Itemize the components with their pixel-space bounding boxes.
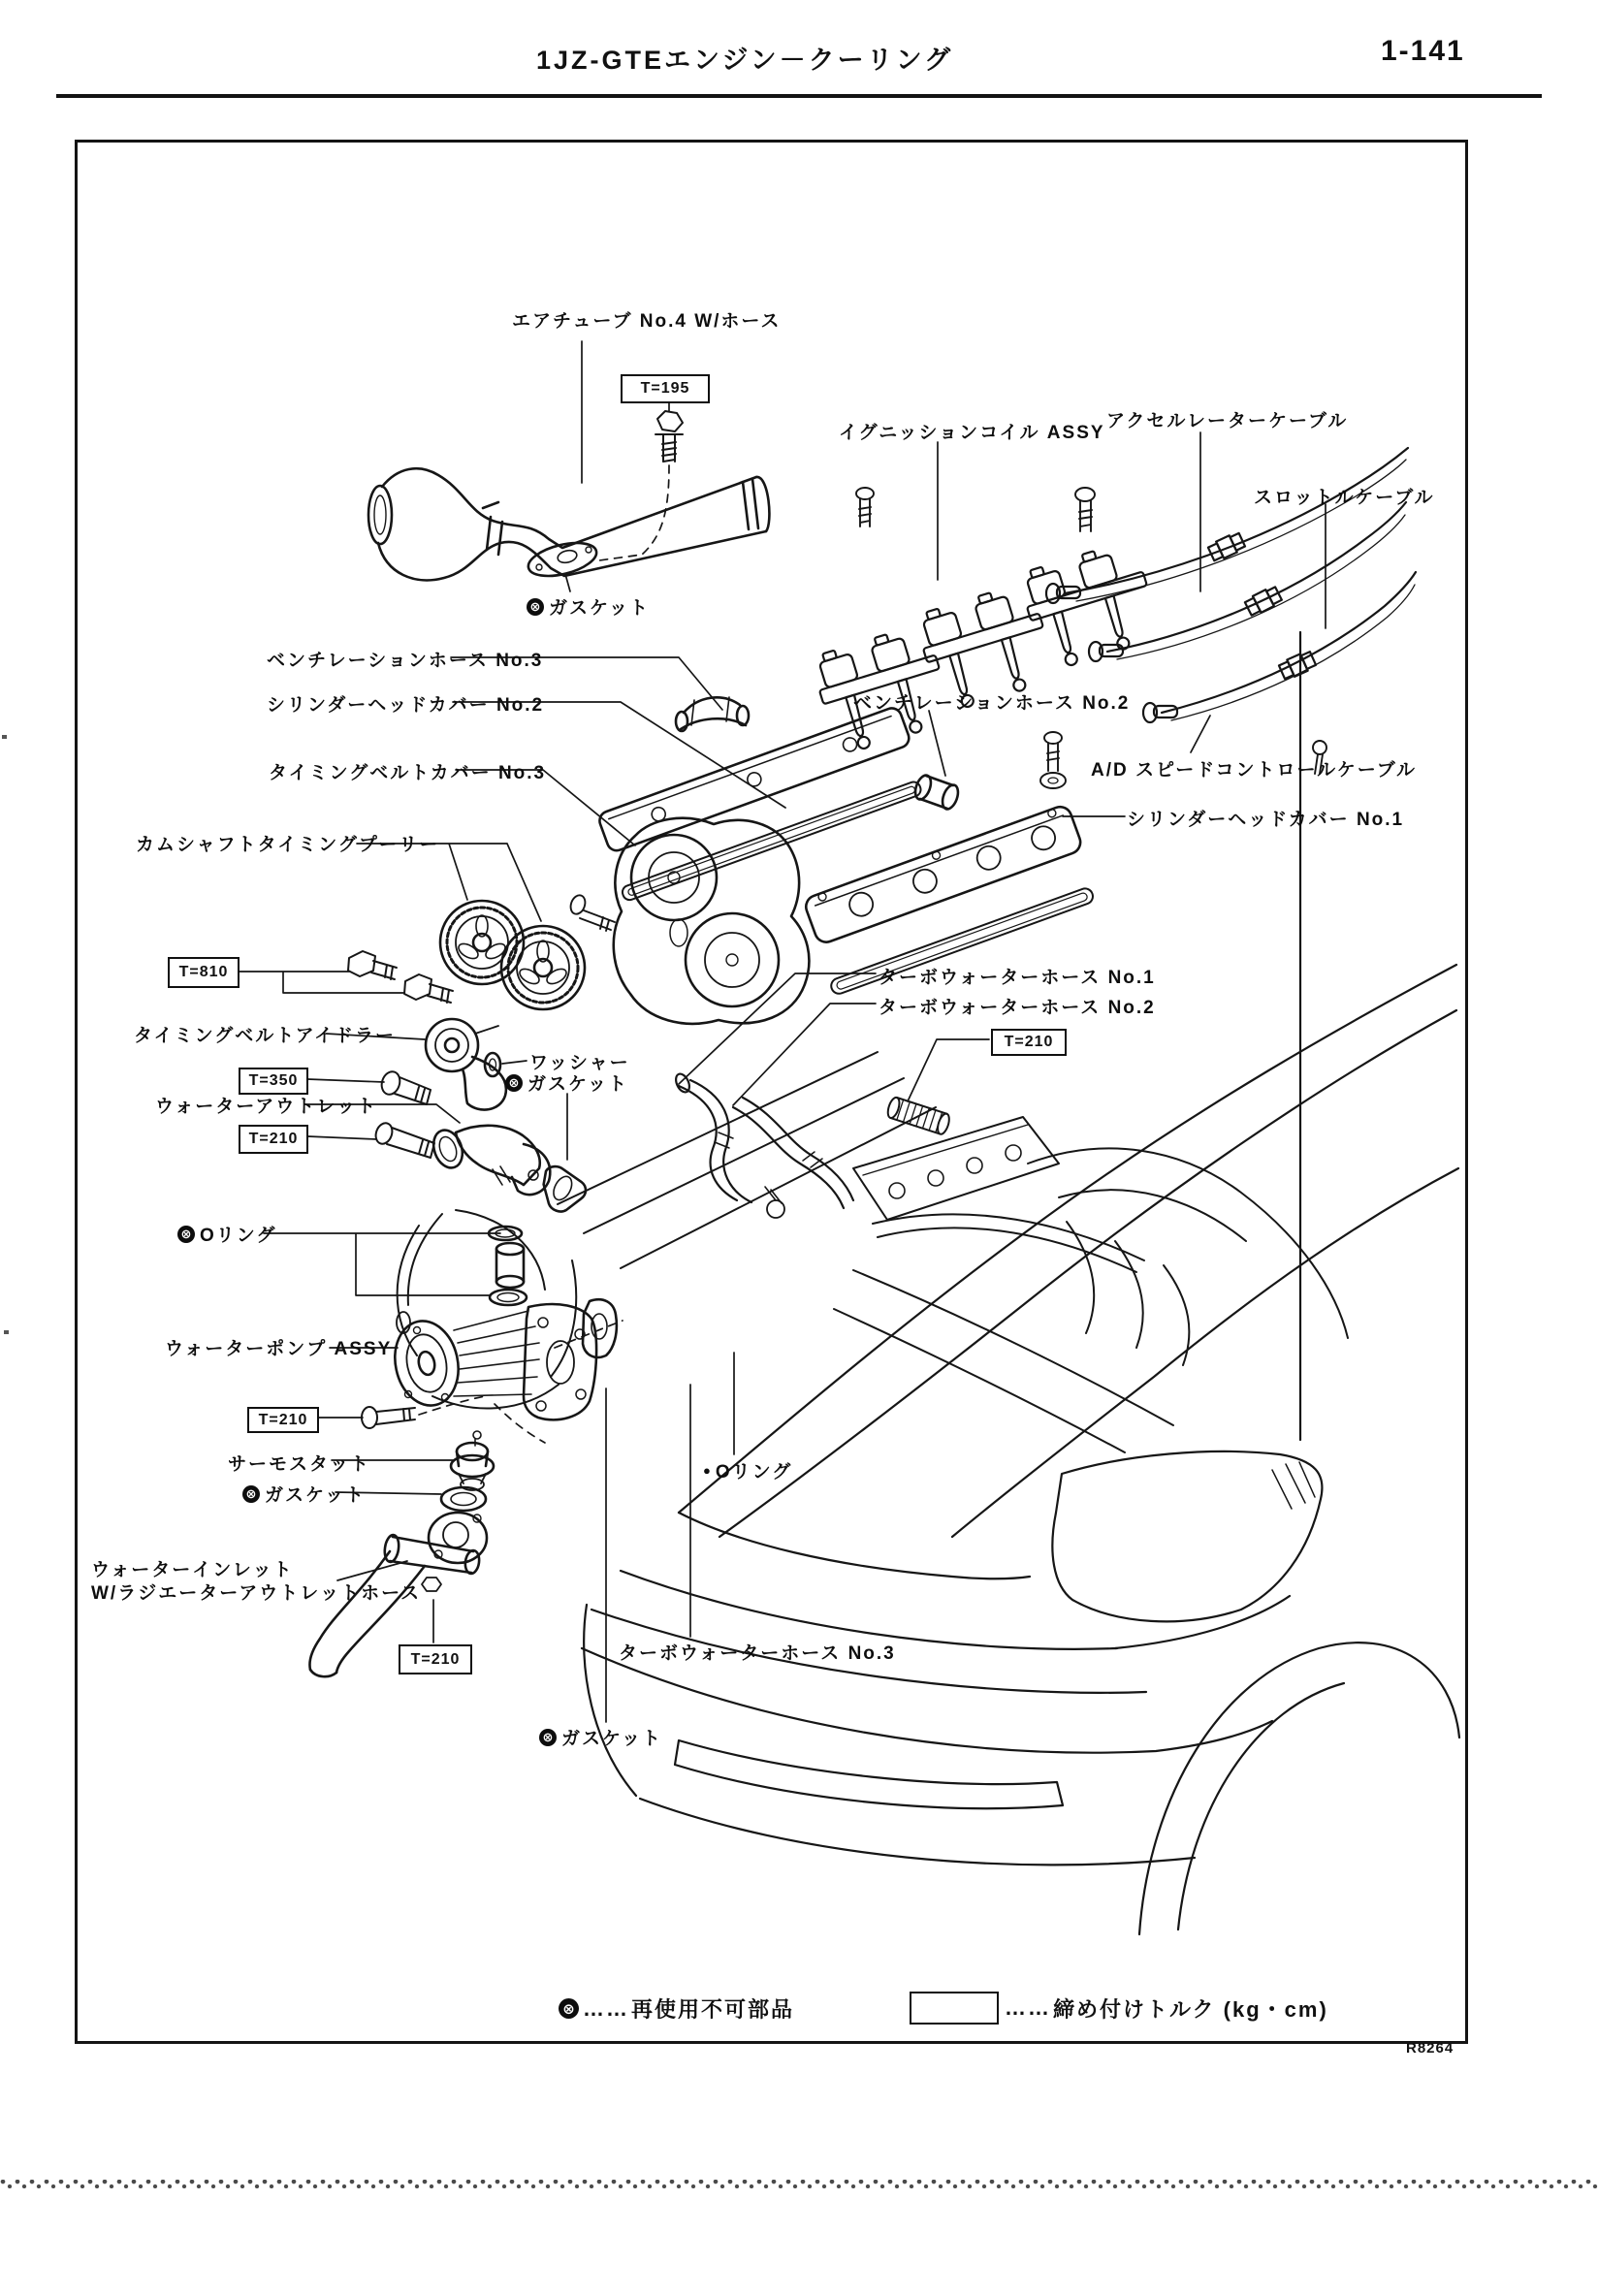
- label-gasket-air-tube: ⊗ ガスケット: [527, 593, 650, 620]
- label-cam-pulley: カムシャフトタイミングプーリー: [136, 835, 440, 855]
- torque-callout-t195: T=195: [621, 374, 710, 403]
- label-ignition-coil: イグニッションコイル ASSY: [839, 423, 1105, 443]
- torque-callout-t210-outlet: T=210: [239, 1125, 308, 1154]
- nonreusable-icon: ⊗: [505, 1074, 523, 1092]
- label-gasket-bottom: ⊗ ガスケット: [539, 1724, 662, 1750]
- torque-callout-t210-inlet: T=210: [399, 1644, 472, 1674]
- scan-speck: [2, 735, 7, 739]
- label-thermostat: サーモスタット: [228, 1454, 371, 1475]
- nonreusable-icon: ⊗: [242, 1485, 260, 1503]
- label-o-ring-1: ⊗ Oリング: [177, 1221, 276, 1247]
- label-turbo-hose-1: ターボウォーターホース No.1: [879, 968, 1156, 988]
- header-rule: [56, 94, 1542, 98]
- scan-speck: [4, 1330, 9, 1334]
- label-belt-idler: タイミングベルトアイドラー: [134, 1026, 396, 1046]
- legend-torque: …… 締め付けトルク (kg・cm): [910, 1992, 1328, 2025]
- label-accelerator-cable: アクセルレーターケーブル: [1106, 411, 1349, 431]
- label-head-cover-2: シリンダーヘッドカバー No.2: [267, 695, 545, 716]
- label-turbo-hose-3: ターボウォーターホース No.3: [619, 1643, 896, 1664]
- nonreusable-icon: ⊗: [539, 1729, 557, 1746]
- label-timing-cover-3: タイミングベルトカバー No.3: [269, 763, 547, 783]
- nonreusable-icon: ⊗: [527, 598, 544, 616]
- scan-noise-strip: [0, 2180, 1598, 2188]
- nonreusable-icon: ⊗: [177, 1226, 195, 1243]
- label-turbo-hose-2: ターボウォーターホース No.2: [879, 998, 1156, 1018]
- nonreusable-icon: ⊗: [559, 1998, 579, 2019]
- label-water-inlet-line1: ウォーターインレット: [91, 1560, 294, 1580]
- torque-callout-t350: T=350: [239, 1068, 308, 1095]
- label-gasket-outlet: ⊗ ガスケット: [505, 1069, 628, 1096]
- label-o-ring-2: ● Oリング: [703, 1462, 793, 1483]
- label-water-outlet: ウォーターアウトレット: [155, 1097, 378, 1117]
- label-gasket-thermostat: ⊗ ガスケット: [242, 1481, 366, 1507]
- dot-icon: ●: [703, 1463, 711, 1478]
- label-air-tube: エアチューブ No.4 W/ホース: [512, 311, 782, 332]
- label-ad-speed-cable: A/D スピードコントロールケーブル: [1091, 760, 1418, 781]
- torque-callout-t810: T=810: [168, 957, 240, 988]
- torque-callout-t210-pump: T=210: [247, 1407, 319, 1433]
- label-head-cover-1: シリンダーヘッドカバー No.1: [1127, 810, 1405, 830]
- torque-box-icon: [910, 1992, 999, 2025]
- label-throttle-cable: スロットルケーブル: [1254, 488, 1435, 508]
- label-water-pump: ウォーターポンプ ASSY: [165, 1339, 393, 1359]
- page-title: 1JZ-GTEエンジン－クーリング: [536, 46, 954, 75]
- torque-callout-t210-hose: T=210: [991, 1029, 1067, 1056]
- legend-nonreusable: ⊗ …… 再使用不可部品: [559, 1993, 794, 2024]
- page-number: 1-141: [1381, 35, 1465, 67]
- figure-code: R8264: [1406, 2040, 1454, 2057]
- label-vent-hose-2: ベンチレーションホース No.2: [853, 693, 1131, 714]
- label-washer: ワッシャー: [529, 1053, 630, 1073]
- label-vent-hose-3: ベンチレーションホース No.3: [267, 651, 544, 671]
- label-water-inlet-line2: W/ラジエーターアウトレットホース: [91, 1583, 422, 1604]
